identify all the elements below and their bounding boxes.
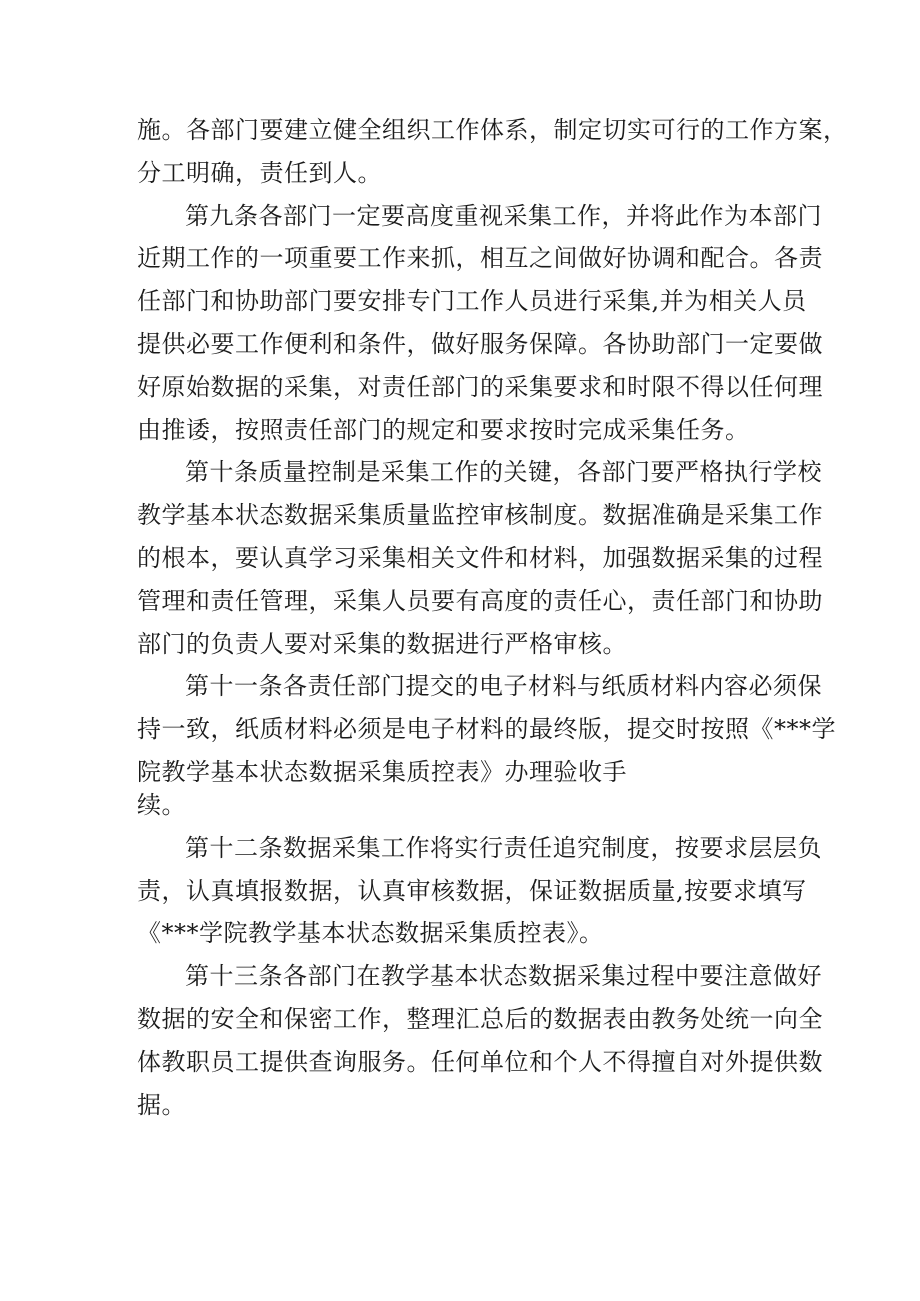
text-line: 的根本，要认真学习采集相关文件和材料，加强数据采集的过程 (137, 543, 823, 572)
text-line: 教学基本状态数据采集质量监控审核制度。数据准确是采集工作 (137, 501, 823, 530)
document-page (137, 116, 848, 1135)
text-line: 提供必要工作便利和条件，做好服务保障。各协助部门一定要做 (137, 329, 823, 358)
text-line: 好原始数据的采集，对责任部门的采集要求和时限不得以任何理 (137, 372, 823, 401)
text-line: 任部门和协助部门要安排专门工作人员进行采集,并为相关人员 (137, 287, 807, 316)
paragraph-start: 第十条质量控制是采集工作的关键，各部门要严格执行学校 (185, 458, 822, 487)
paragraph-start: 第十三条各部门在教学基本状态数据采集过程中要注意做好 (185, 962, 822, 991)
text-line: 《***学院教学基本状态数据采集质控表》。 (137, 919, 604, 948)
text-line: 近期工作的一项重要工作来抓，相互之间做好协调和配合。各责 (137, 244, 823, 273)
text-line: 体教职员工提供查询服务。任何单位和个人不得擅自对外提供数 (137, 1047, 823, 1076)
text-line: 续。 (137, 790, 186, 819)
text-line: 责，认真填报数据，认真审核数据，保证数据质量,按要求填写 (137, 876, 807, 905)
text-line: 管理和责任管理，采集人员要有高度的责任心，责任部门和协助 (137, 586, 823, 615)
text-line: 分工明确，责任到人。 (137, 158, 382, 187)
paragraph-start: 第十二条数据采集工作将实行责任追究制度，按要求层层负 (185, 833, 822, 862)
text-line: 院教学基本状态数据采集质控表》办理验收手 (137, 757, 627, 786)
text-line: 据。 (137, 1090, 186, 1119)
text-line: 由推诿，按照责任部门的规定和要求按时完成采集任务。 (137, 415, 750, 444)
text-line: 部门的负责人要对采集的数据进行严格审核。 (137, 629, 627, 658)
text-line: 持一致，纸质材料必须是电子材料的最终版，提交时按照《***学 (137, 715, 836, 744)
text-line: 数据的安全和保密工作，整理汇总后的数据表由教务处统一向全 (137, 1004, 823, 1033)
paragraph-start: 第九条各部门一定要高度重视采集工作，并将此作为本部门 (185, 201, 822, 230)
text-line: 施。各部门要建立健全组织工作体系，制定切实可行的工作方案， (137, 116, 848, 144)
paragraph-start: 第十一条各责任部门提交的电子材料与纸质材料内容必须保 (185, 672, 822, 701)
